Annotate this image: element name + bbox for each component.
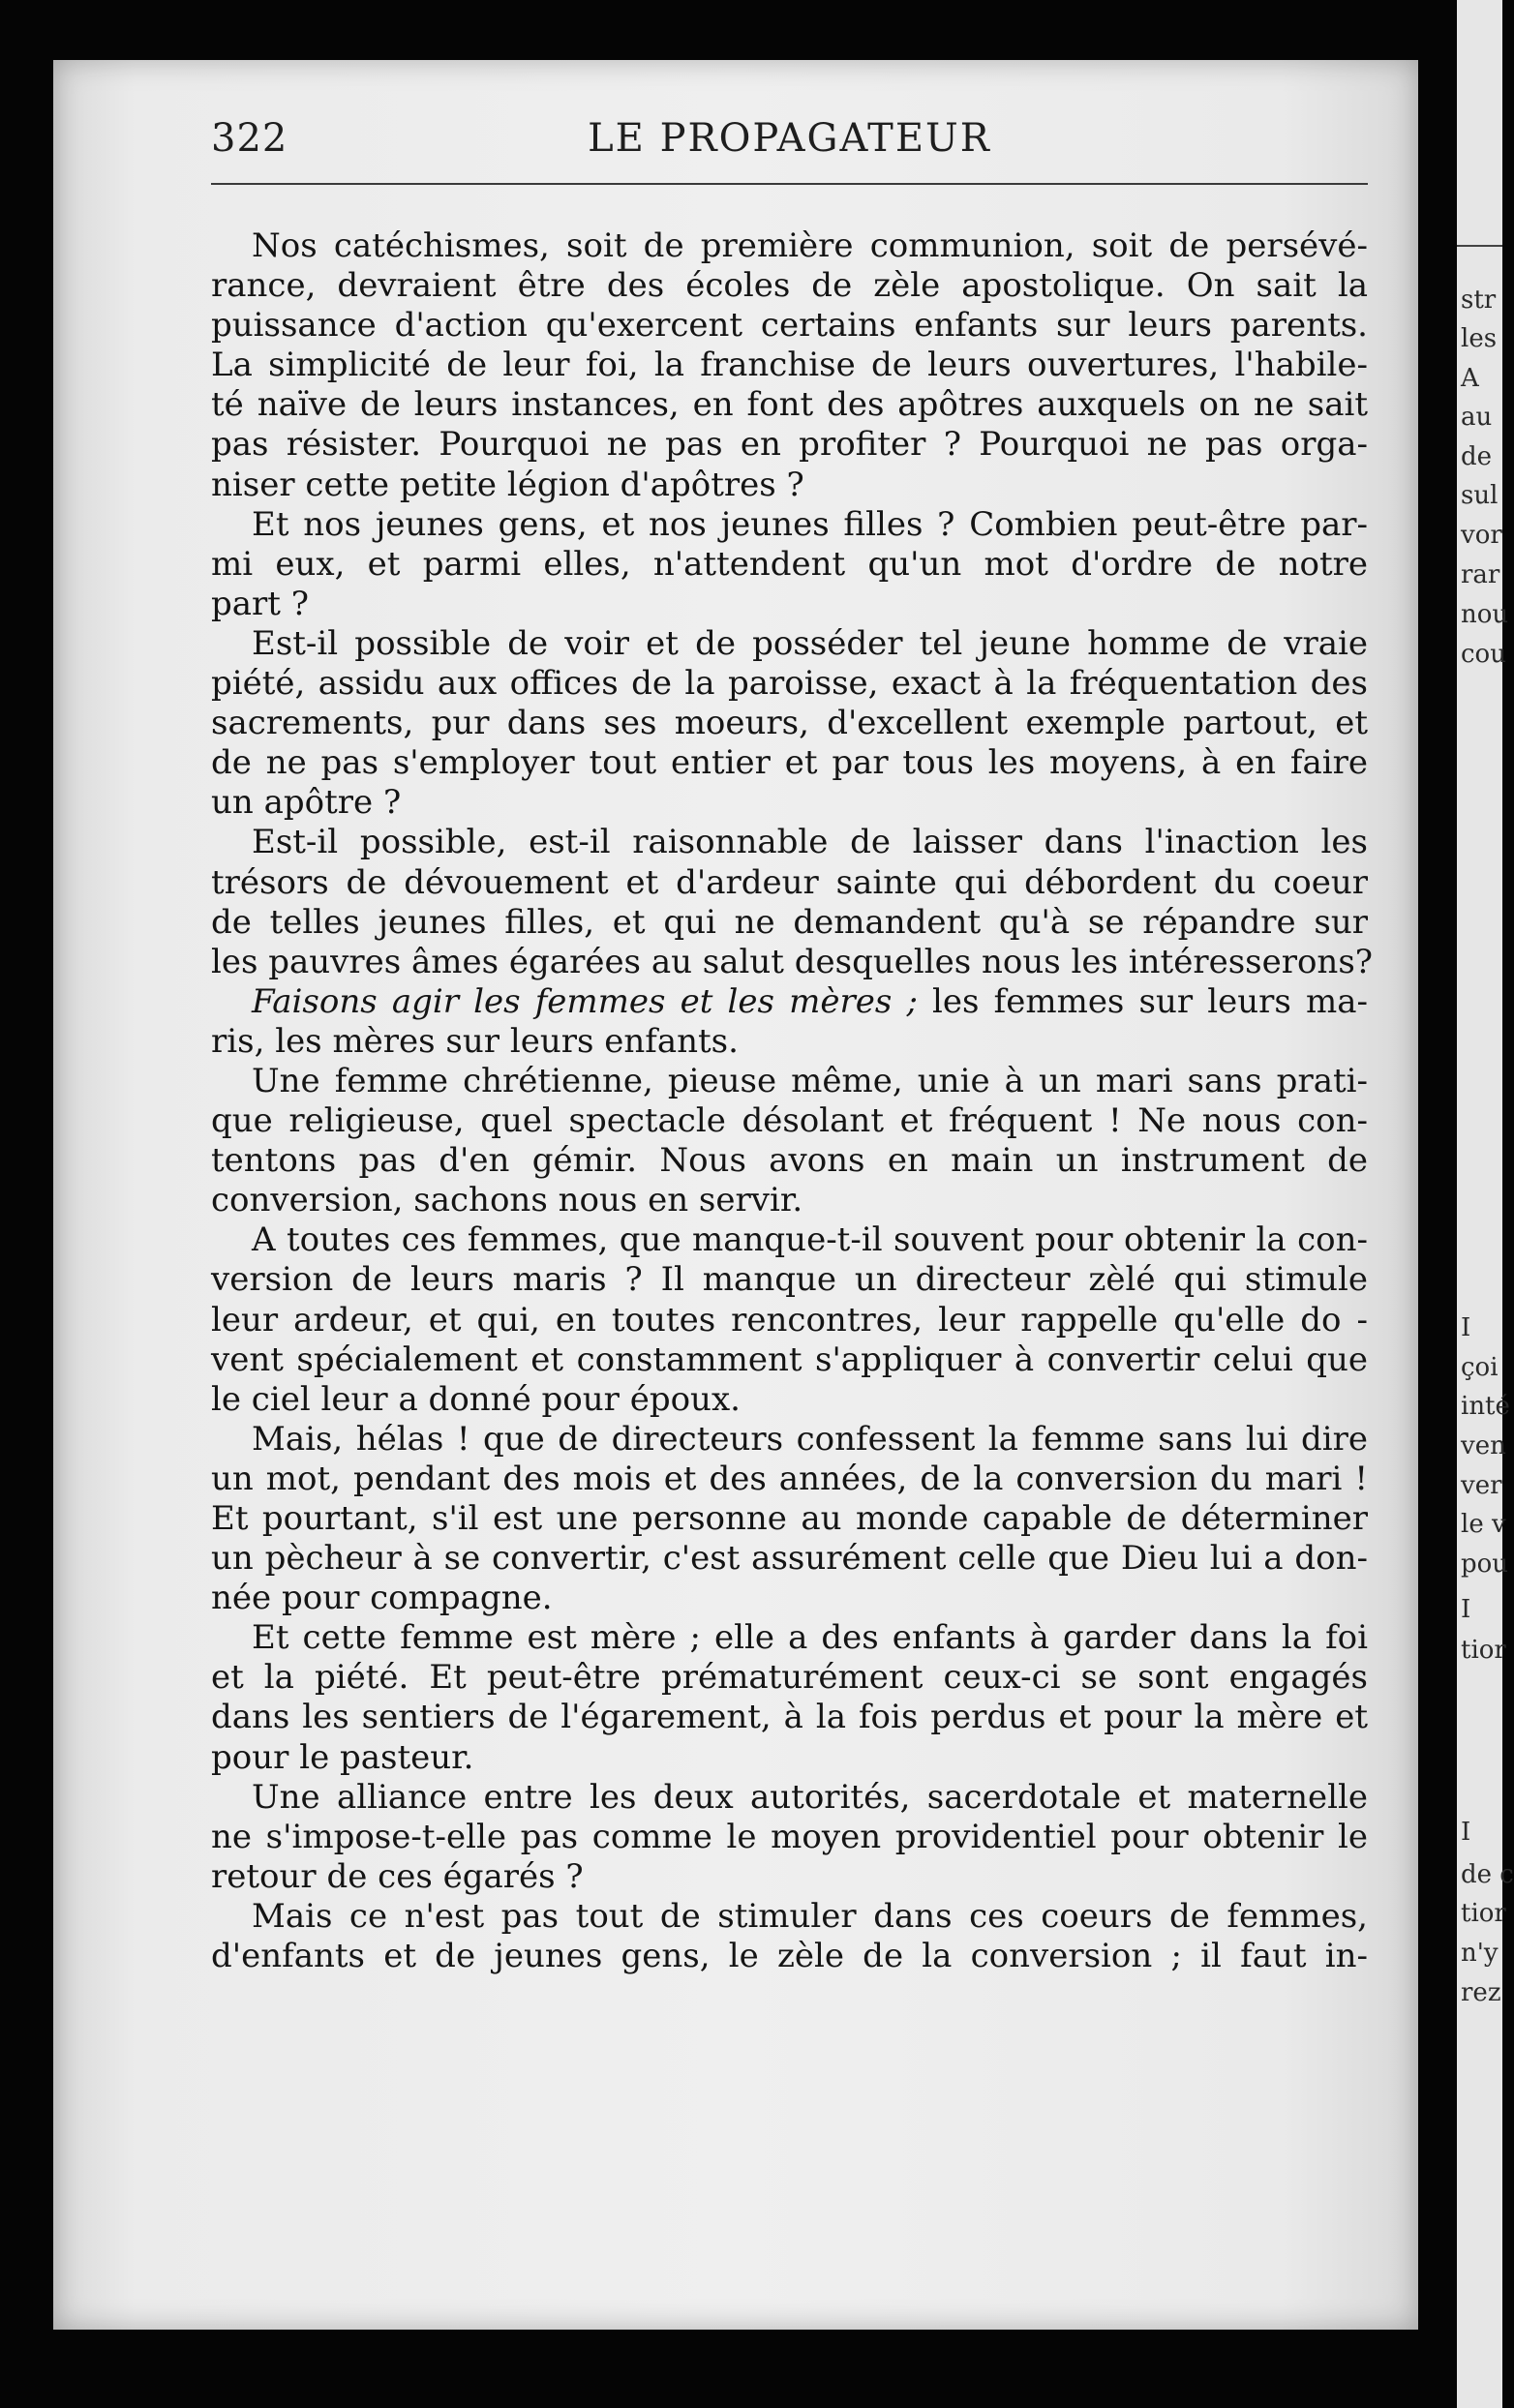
- text-line: née pour compagne.: [211, 1579, 553, 1618]
- text-segment: les femmes sur leurs ma-: [917, 981, 1368, 1021]
- text-line: pas résister. Pourquoi ne pas en profiter ? Pourquoi ne pas orga-: [211, 425, 1368, 465]
- text-line: rance, devraient être des écoles de zèle apostolique. On sait la: [211, 266, 1368, 306]
- text-line: tentons pas d'en gémir. Nous avons en main un instrument de: [211, 1141, 1368, 1181]
- text-line: les pauvres âmes égarées au salut desquelles nous les intéresserons?: [211, 942, 1374, 981]
- facing-page-fragment: de c: [1461, 1860, 1514, 1889]
- text-line: conversion, sachons nous en servir.: [211, 1181, 803, 1220]
- facing-page-fragment: cou: [1461, 640, 1506, 669]
- facing-page-fragment: de: [1461, 442, 1493, 471]
- facing-page-fragment: str: [1461, 286, 1497, 315]
- running-head: [211, 116, 1368, 184]
- italic-phrase: Faisons agir les femmes et les mères ;: [252, 981, 918, 1021]
- text-line: Une femme chrétienne, pieuse même, unie à un mari sans prati-: [252, 1061, 1368, 1100]
- text-line: Et cette femme est mère ; elle a des enfants à garder dans la foi: [252, 1618, 1368, 1658]
- text-line: un mot, pendant des mois et des années, de la conversion du mari !: [211, 1459, 1368, 1498]
- text-line: Mais ce n'est pas tout de stimuler dans ces coeurs de femmes,: [252, 1896, 1368, 1936]
- text-line: Et nos jeunes gens, et nos jeunes filles ? Combien peut-être par-: [252, 504, 1368, 544]
- text-line: un pècheur à se convertir, c'est assurément celle que Dieu lui a don-: [211, 1539, 1368, 1579]
- facing-page-fragment: I: [1461, 1313, 1471, 1342]
- text-line: niser cette petite légion d'apôtres ?: [211, 465, 804, 504]
- text-line: [211, 982, 1368, 1022]
- facing-page-fragment: inté: [1461, 1392, 1510, 1421]
- text-line: ne s'impose-t-elle pas comme le moyen providentiel pour obtenir le: [211, 1817, 1368, 1856]
- text-line: et la piété. Et peut-être prématurément ceux-ci se sont engagés: [211, 1658, 1368, 1698]
- facing-page-fragment: ven: [1461, 1431, 1506, 1460]
- facing-page-fragment: çoi: [1461, 1353, 1499, 1382]
- text-line: piété, assidu aux offices de la paroisse, exact à la fréquentation des: [211, 664, 1368, 704]
- text-line: trésors de dévouement et d'ardeur sainte qui débordent du coeur: [211, 862, 1368, 902]
- text-line: le ciel leur a donné pour époux.: [211, 1379, 741, 1419]
- text-line: mi eux, et parmi elles, n'attendent qu'un mot d'ordre de notre: [211, 544, 1368, 584]
- text-line: Mais, hélas ! que de directeurs confessent la femme sans lui dire: [252, 1419, 1368, 1459]
- text-line: leur ardeur, et qui, en toutes rencontres, leur rappelle qu'elle do -: [211, 1300, 1368, 1339]
- text-line: de telles jeunes filles, et qui ne demandent qu'à se répandre sur: [211, 902, 1368, 942]
- facing-page-rule: [1457, 245, 1502, 247]
- page-number: 322: [211, 116, 288, 161]
- facing-page-fragment: ver: [1461, 1471, 1502, 1500]
- text-line: Une alliance entre les deux autorités, sacerdotale et maternelle: [252, 1777, 1368, 1817]
- facing-page-fragment: I: [1461, 1818, 1471, 1847]
- facing-page-fragment: nou: [1461, 600, 1509, 629]
- facing-page-fragment: n'y: [1461, 1939, 1499, 1968]
- text-line: sacrements, pur dans ses moeurs, d'excellent exemple partout, et: [211, 704, 1368, 743]
- facing-page-fragment: vor: [1461, 521, 1502, 550]
- facing-page-fragment: A: [1461, 364, 1479, 393]
- text-line: que religieuse, quel spectacle désolant et fréquent ! Ne nous con-: [211, 1101, 1368, 1141]
- text-line: La simplicité de leur foi, la franchise de leurs ouvertures, l'habile-: [211, 346, 1368, 385]
- facing-page-fragment: les: [1461, 324, 1498, 353]
- text-line: version de leurs maris ? Il manque un directeur zèlé qui stimule: [211, 1260, 1368, 1300]
- text-line: un apôtre ?: [211, 783, 402, 823]
- text-line: part ?: [211, 584, 309, 623]
- text-line: de ne pas s'employer tout entier et par tous les moyens, à en faire: [211, 743, 1368, 783]
- facing-page-edge: [1457, 0, 1514, 2408]
- facing-page-fragment: rez: [1461, 1978, 1501, 2007]
- facing-page-fragment: tior: [1461, 1899, 1506, 1928]
- text-line: pour le pasteur.: [211, 1737, 474, 1777]
- text-line: A toutes ces femmes, que manque-t-il souvent pour obtenir la con-: [252, 1220, 1368, 1260]
- facing-page-fragment: sul: [1461, 481, 1499, 510]
- facing-page-fragment: I: [1461, 1595, 1471, 1624]
- text-line: retour de ces égarés ?: [211, 1856, 584, 1896]
- text-line: Et pourtant, s'il est une personne au monde capable de déterminer: [211, 1499, 1368, 1538]
- running-title: LE PROPAGATEUR: [588, 116, 991, 161]
- text-line: dans les sentiers de l'égarement, à la fois perdus et pour la mère et: [211, 1698, 1368, 1737]
- header-rule: [211, 183, 1368, 185]
- text-line: Est-il possible de voir et de posséder tel jeune homme de vraie: [252, 623, 1368, 663]
- body-text: [211, 226, 1374, 1976]
- text-line: d'enfants et de jeunes gens, le zèle de la conversion ; il faut in-: [211, 1937, 1368, 1976]
- facing-page-fragment: tior: [1461, 1636, 1506, 1665]
- text-line: ris, les mères sur leurs enfants.: [211, 1021, 739, 1061]
- facing-page-fragment: pou: [1461, 1550, 1509, 1579]
- text-line: Est-il possible, est-il raisonnable de laisser dans l'inaction les: [252, 823, 1368, 862]
- facing-page-fragment: au: [1461, 403, 1493, 432]
- text-line: vent spécialement et constamment s'appliquer à convertir celui que: [211, 1339, 1368, 1379]
- facing-page-fragment: rar: [1461, 560, 1500, 589]
- text-line: Nos catéchismes, soit de première communion, soit de persévé-: [252, 226, 1368, 265]
- text-line: puissance d'action qu'exercent certains enfants sur leurs parents.: [211, 306, 1368, 346]
- text-line: té naïve de leurs instances, en font des apôtres auxquels on ne sait: [211, 385, 1368, 425]
- facing-page-fragment: le v: [1461, 1510, 1506, 1539]
